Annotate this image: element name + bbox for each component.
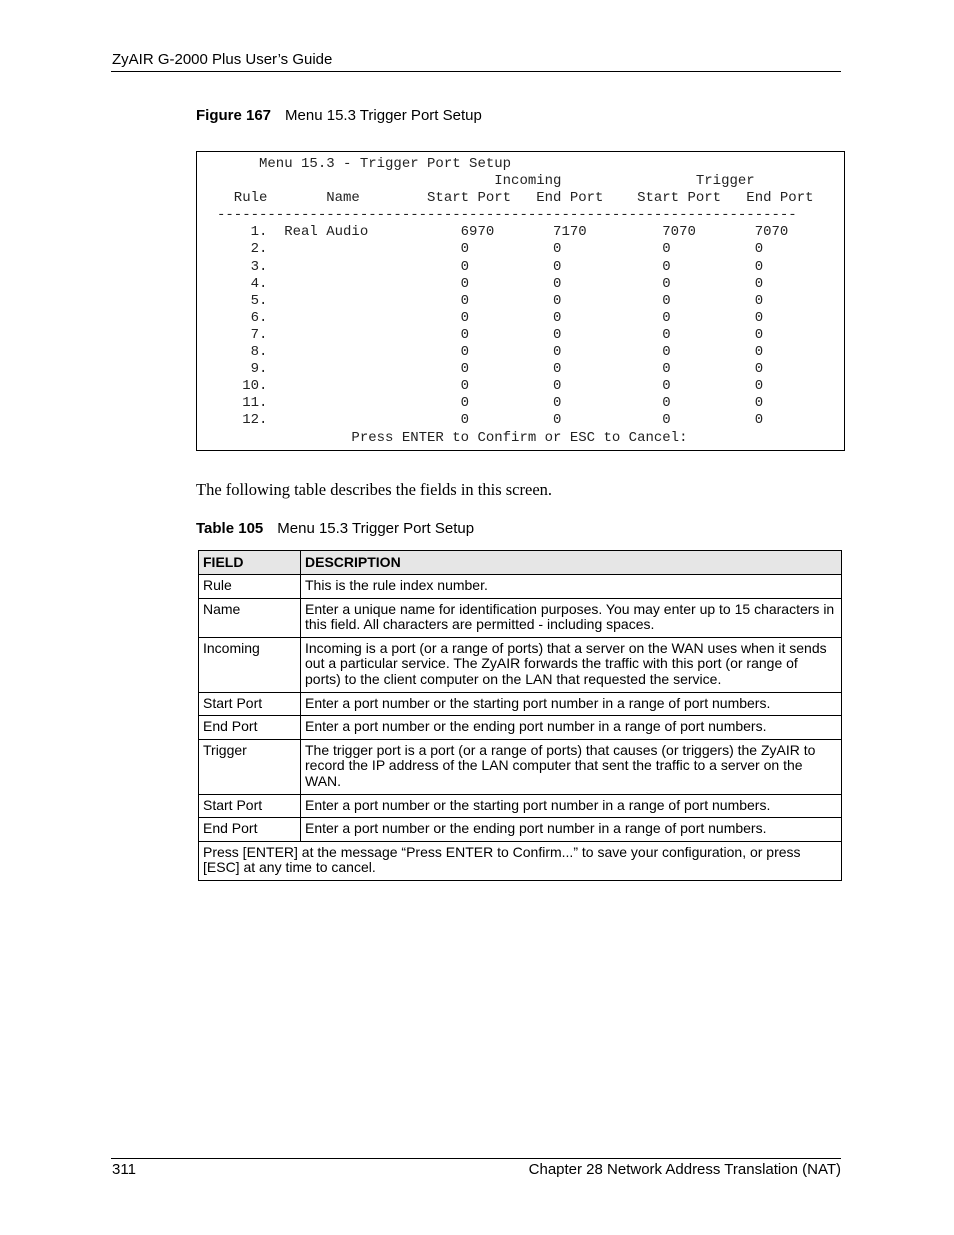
- description-cell: Enter a port number or the ending port number in a range of port numbers.: [301, 716, 842, 740]
- field-cell: Start Port: [199, 794, 301, 818]
- table-label: Table 105: [196, 520, 264, 537]
- footer-divider: [111, 1158, 841, 1159]
- table-row: [199, 739, 842, 794]
- table-title: Menu 15.3 Trigger Port Setup: [277, 520, 475, 537]
- table-row: [199, 818, 842, 842]
- header-divider: [111, 71, 841, 72]
- description-cell: Incoming is a port (or a range of ports) that a server on the WAN uses when it sends out a particular service. The ZyAIR forwards the traffic with this port (or range of ports) to the client computer on the LAN that requested the service.: [301, 637, 842, 692]
- field-cell: Start Port: [199, 692, 301, 716]
- intro-paragraph: The following table describes the fields in this screen.: [196, 480, 553, 499]
- description-cell: The trigger port is a port (or a range of ports) that causes (or triggers) the ZyAIR to record the IP address of the LAN computer that sent the traffic to a server on the WAN.: [301, 739, 842, 794]
- figure-label: Figure 167: [196, 107, 272, 124]
- table-row: [199, 575, 842, 599]
- field-cell: Name: [199, 598, 301, 637]
- field-cell: Incoming: [199, 637, 301, 692]
- description-cell: Enter a unique name for identification purposes. You may enter up to 15 characters in this field. All characters are permitted - including spaces.: [301, 598, 842, 637]
- column-header-description: DESCRIPTION: [301, 551, 842, 575]
- description-cell: Enter a port number or the starting port number in a range of port numbers.: [301, 692, 842, 716]
- field-cell: Rule: [199, 575, 301, 599]
- figure-title: Menu 15.3 Trigger Port Setup: [285, 107, 482, 124]
- table-row: [199, 794, 842, 818]
- field-cell: Trigger: [199, 739, 301, 794]
- table-row: [199, 692, 842, 716]
- table-caption: [196, 520, 474, 537]
- terminal-screen: [196, 151, 845, 451]
- description-cell: This is the rule index number.: [301, 575, 842, 599]
- table-header-row: [199, 551, 842, 575]
- column-header-field: FIELD: [199, 551, 301, 575]
- page-number: 311: [112, 1161, 136, 1178]
- description-cell: Enter a port number or the starting port number in a range of port numbers.: [301, 794, 842, 818]
- table-row: [199, 716, 842, 740]
- document-title: ZyAIR G-2000 Plus User’s Guide: [112, 51, 333, 68]
- table-row: [199, 598, 842, 637]
- description-cell: Enter a port number or the ending port number in a range of port numbers.: [301, 818, 842, 842]
- terminal-screen-text: Menu 15.3 - Trigger Port Setup Incoming Trigger Rule Name Start Port End Port Start Port End Port --------------------------------------------------------------------- 1. Real Audio 6970 7170 7070 7070 2. 0 0 0 0 3. 0 0 0 0 4. 0 0 0 0 5. 0 0 0 0 6. 0 0 0 0 7. 0 0 0 0 8. 0 0 0 0 9. 0 0 0 0 10. 0 0 0 0 11. 0 0 0 0 12. 0 0 0 0 Press ENTER to Confirm or ESC to Cancel:: [217, 156, 814, 446]
- field-cell: End Port: [199, 818, 301, 842]
- table-footer-row: [199, 841, 842, 880]
- field-description-table: [198, 550, 842, 881]
- chapter-title: Chapter 28 Network Address Translation (NAT): [528, 1161, 841, 1178]
- table-row: [199, 637, 842, 692]
- figure-caption: [196, 107, 482, 124]
- table-footer-note: Press [ENTER] at the message “Press ENTER to Confirm...” to save your configuration, or press [ESC] at any time to cancel.: [199, 841, 842, 880]
- field-cell: End Port: [199, 716, 301, 740]
